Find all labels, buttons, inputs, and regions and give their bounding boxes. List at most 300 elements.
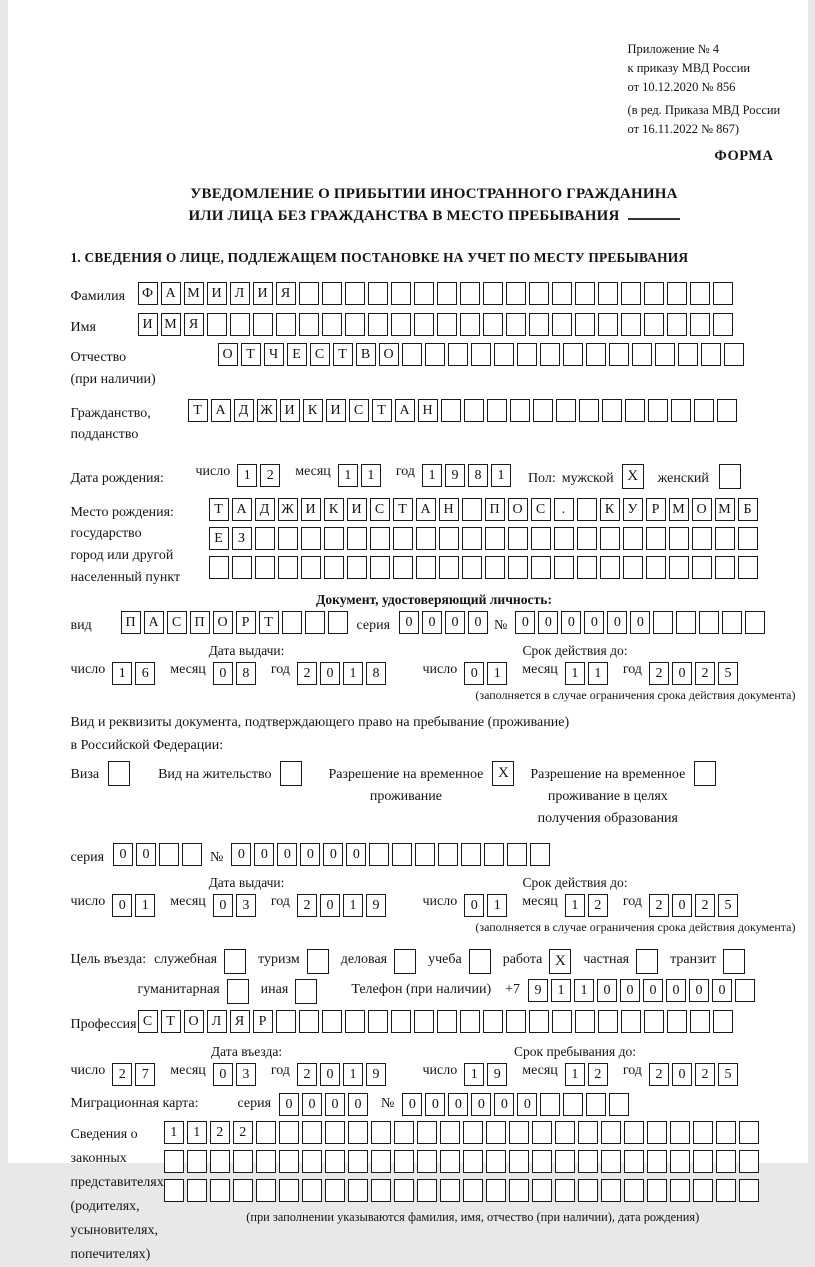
char-cell[interactable]: 0 [630,611,650,634]
char-cell[interactable] [670,1150,690,1173]
char-cell[interactable] [159,843,179,866]
char-cell[interactable] [278,527,298,550]
char-cell[interactable] [690,282,710,305]
char-cell[interactable]: 0 [620,979,640,1002]
char-cell[interactable]: К [324,498,344,521]
char-cell[interactable] [256,1179,276,1202]
char-cell[interactable]: 5 [718,894,738,917]
char-cell[interactable] [302,1121,322,1144]
char-cell[interactable]: 6 [135,662,155,685]
char-cell[interactable]: . [554,498,574,521]
char-cell[interactable] [414,1010,434,1033]
char-cell[interactable]: 0 [672,1063,692,1086]
char-cell[interactable]: 2 [649,662,669,685]
char-cell[interactable]: 1 [565,662,585,685]
char-cell[interactable]: Е [209,527,229,550]
char-cell[interactable] [647,1179,667,1202]
char-cell[interactable]: 2 [297,894,317,917]
char-cell[interactable] [509,1150,529,1173]
char-cell[interactable] [483,282,503,305]
char-cell[interactable] [322,282,342,305]
char-cell[interactable] [555,1150,575,1173]
char-cell[interactable] [485,556,505,579]
char-cell[interactable] [621,313,641,336]
char-cell[interactable] [690,313,710,336]
char-cell[interactable]: 0 [672,894,692,917]
char-cell[interactable]: 1 [565,1063,585,1086]
char-cell[interactable]: У [623,498,643,521]
char-cell[interactable] [232,556,252,579]
char-cell[interactable] [394,1121,414,1144]
char-cell[interactable] [299,1010,319,1033]
char-cell[interactable]: Т [333,343,353,366]
char-cell[interactable]: А [416,498,436,521]
char-cell[interactable] [301,527,321,550]
char-cell[interactable] [462,527,482,550]
char-cell[interactable] [417,1121,437,1144]
char-cell[interactable] [621,282,641,305]
char-cell[interactable] [486,1150,506,1173]
char-cell[interactable] [207,313,227,336]
char-cell[interactable] [322,313,342,336]
char-cell[interactable]: 0 [323,843,343,866]
char-cell[interactable]: 0 [300,843,320,866]
option-checkbox[interactable] [307,949,329,974]
char-cell[interactable] [671,399,691,422]
char-cell[interactable] [324,527,344,550]
char-cell[interactable] [577,498,597,521]
char-cell[interactable] [371,1179,391,1202]
char-cell[interactable] [370,556,390,579]
char-cell[interactable] [601,1121,621,1144]
char-cell[interactable] [463,1179,483,1202]
char-cell[interactable] [624,1150,644,1173]
char-cell[interactable] [391,1010,411,1033]
char-cell[interactable]: 0 [464,662,484,685]
char-cell[interactable] [278,556,298,579]
char-cell[interactable] [279,1150,299,1173]
char-cell[interactable] [164,1179,184,1202]
char-cell[interactable] [716,1179,736,1202]
char-cell[interactable]: 0 [471,1093,491,1116]
char-cell[interactable] [210,1150,230,1173]
char-cell[interactable]: 0 [112,894,132,917]
char-cell[interactable] [692,527,712,550]
char-cell[interactable]: 0 [607,611,627,634]
char-cell[interactable] [508,556,528,579]
char-cell[interactable]: Л [207,1010,227,1033]
char-cell[interactable] [609,343,629,366]
char-cell[interactable]: 0 [494,1093,514,1116]
char-cell[interactable]: 1 [343,1063,363,1086]
char-cell[interactable] [414,313,434,336]
char-cell[interactable]: 0 [399,611,419,634]
char-cell[interactable] [210,1179,230,1202]
char-cell[interactable] [347,527,367,550]
char-cell[interactable] [669,556,689,579]
char-cell[interactable]: 0 [113,843,133,866]
char-cell[interactable] [440,1150,460,1173]
char-cell[interactable] [462,556,482,579]
char-cell[interactable]: 0 [712,979,732,1002]
temp-residence-checkbox[interactable]: X [492,761,514,786]
char-cell[interactable] [533,399,553,422]
char-cell[interactable]: 3 [236,1063,256,1086]
char-cell[interactable]: 2 [649,894,669,917]
char-cell[interactable] [532,1121,552,1144]
char-cell[interactable]: И [280,399,300,422]
char-cell[interactable] [690,1010,710,1033]
char-cell[interactable] [299,282,319,305]
char-cell[interactable] [439,556,459,579]
char-cell[interactable] [438,843,458,866]
char-cell[interactable] [713,1010,733,1033]
char-cell[interactable] [623,556,643,579]
char-cell[interactable]: 5 [718,1063,738,1086]
char-cell[interactable]: 1 [361,464,381,487]
char-cell[interactable]: Д [255,498,275,521]
char-cell[interactable] [325,1150,345,1173]
char-cell[interactable]: 1 [491,464,511,487]
char-cell[interactable] [417,1150,437,1173]
char-cell[interactable] [368,313,388,336]
char-cell[interactable] [644,1010,664,1033]
char-cell[interactable] [694,399,714,422]
char-cell[interactable]: 9 [445,464,465,487]
char-cell[interactable] [391,313,411,336]
char-cell[interactable] [623,527,643,550]
char-cell[interactable] [402,343,422,366]
char-cell[interactable]: Б [738,498,758,521]
char-cell[interactable]: 8 [468,464,488,487]
char-cell[interactable] [324,556,344,579]
char-cell[interactable] [448,343,468,366]
char-cell[interactable]: Т [209,498,229,521]
char-cell[interactable] [437,1010,457,1033]
char-cell[interactable] [416,556,436,579]
sex-male-checkbox[interactable]: X [622,464,644,489]
char-cell[interactable]: 2 [695,662,715,685]
char-cell[interactable] [722,611,742,634]
char-cell[interactable] [621,1010,641,1033]
char-cell[interactable] [517,343,537,366]
char-cell[interactable]: 0 [468,611,488,634]
char-cell[interactable] [578,1150,598,1173]
char-cell[interactable]: 2 [233,1121,253,1144]
char-cell[interactable] [579,399,599,422]
char-cell[interactable] [508,527,528,550]
char-cell[interactable] [209,556,229,579]
char-cell[interactable] [328,611,348,634]
char-cell[interactable] [187,1179,207,1202]
char-cell[interactable] [322,1010,342,1033]
char-cell[interactable] [692,556,712,579]
char-cell[interactable] [552,313,572,336]
char-cell[interactable] [540,1093,560,1116]
char-cell[interactable]: 0 [213,894,233,917]
char-cell[interactable] [256,1121,276,1144]
char-cell[interactable] [394,1150,414,1173]
char-cell[interactable]: 1 [164,1121,184,1144]
char-cell[interactable] [509,1179,529,1202]
char-cell[interactable]: 1 [343,662,363,685]
char-cell[interactable]: 0 [538,611,558,634]
char-cell[interactable]: 0 [666,979,686,1002]
char-cell[interactable] [460,282,480,305]
char-cell[interactable] [693,1121,713,1144]
char-cell[interactable] [647,1150,667,1173]
char-cell[interactable]: 0 [425,1093,445,1116]
char-cell[interactable]: 0 [325,1093,345,1116]
char-cell[interactable] [440,1121,460,1144]
char-cell[interactable] [669,527,689,550]
char-cell[interactable]: Р [646,498,666,521]
char-cell[interactable]: И [207,282,227,305]
char-cell[interactable] [578,1179,598,1202]
char-cell[interactable] [462,498,482,521]
char-cell[interactable] [667,282,687,305]
char-cell[interactable]: 1 [135,894,155,917]
char-cell[interactable] [460,313,480,336]
char-cell[interactable]: С [310,343,330,366]
char-cell[interactable]: 0 [689,979,709,1002]
char-cell[interactable] [187,1150,207,1173]
char-cell[interactable]: 5 [718,662,738,685]
char-cell[interactable] [441,399,461,422]
char-cell[interactable]: 9 [528,979,548,1002]
char-cell[interactable]: 1 [551,979,571,1002]
char-cell[interactable] [253,313,273,336]
char-cell[interactable] [739,1179,759,1202]
char-cell[interactable] [345,1010,365,1033]
char-cell[interactable] [461,843,481,866]
char-cell[interactable] [601,1150,621,1173]
char-cell[interactable] [255,527,275,550]
char-cell[interactable]: 0 [448,1093,468,1116]
char-cell[interactable]: 0 [277,843,297,866]
char-cell[interactable] [577,527,597,550]
char-cell[interactable] [676,611,696,634]
char-cell[interactable] [484,843,504,866]
option-checkbox[interactable] [469,949,491,974]
char-cell[interactable]: 0 [348,1093,368,1116]
char-cell[interactable] [487,399,507,422]
char-cell[interactable]: Т [393,498,413,521]
char-cell[interactable] [464,399,484,422]
char-cell[interactable]: И [301,498,321,521]
char-cell[interactable]: 2 [297,662,317,685]
char-cell[interactable]: И [253,282,273,305]
char-cell[interactable] [302,1150,322,1173]
char-cell[interactable]: С [370,498,390,521]
char-cell[interactable] [532,1150,552,1173]
char-cell[interactable]: Т [259,611,279,634]
char-cell[interactable]: 0 [302,1093,322,1116]
char-cell[interactable] [738,527,758,550]
char-cell[interactable] [439,527,459,550]
char-cell[interactable] [644,282,664,305]
char-cell[interactable] [282,611,302,634]
sex-female-checkbox[interactable] [719,464,741,489]
char-cell[interactable]: 2 [260,464,280,487]
char-cell[interactable]: 2 [588,894,608,917]
char-cell[interactable] [745,611,765,634]
char-cell[interactable]: 0 [231,843,251,866]
char-cell[interactable]: Я [230,1010,250,1033]
char-cell[interactable] [414,282,434,305]
char-cell[interactable]: В [356,343,376,366]
char-cell[interactable]: О [218,343,238,366]
char-cell[interactable]: А [144,611,164,634]
char-cell[interactable]: Д [234,399,254,422]
char-cell[interactable] [369,843,389,866]
char-cell[interactable]: 2 [588,1063,608,1086]
char-cell[interactable]: А [211,399,231,422]
char-cell[interactable] [632,343,652,366]
char-cell[interactable]: А [395,399,415,422]
char-cell[interactable]: 0 [213,1063,233,1086]
char-cell[interactable]: 0 [445,611,465,634]
char-cell[interactable]: А [161,282,181,305]
char-cell[interactable] [529,282,549,305]
char-cell[interactable] [556,399,576,422]
char-cell[interactable] [715,527,735,550]
char-cell[interactable] [670,1121,690,1144]
char-cell[interactable] [486,1121,506,1144]
char-cell[interactable]: 0 [279,1093,299,1116]
char-cell[interactable] [483,1010,503,1033]
residence-checkbox[interactable] [280,761,302,786]
char-cell[interactable]: 1 [574,979,594,1002]
char-cell[interactable] [164,1150,184,1173]
char-cell[interactable] [437,313,457,336]
char-cell[interactable]: К [600,498,620,521]
char-cell[interactable]: 0 [515,611,535,634]
char-cell[interactable] [602,399,622,422]
char-cell[interactable] [532,1179,552,1202]
char-cell[interactable]: 2 [210,1121,230,1144]
char-cell[interactable]: 7 [135,1063,155,1086]
char-cell[interactable] [506,313,526,336]
char-cell[interactable]: К [303,399,323,422]
char-cell[interactable] [368,282,388,305]
char-cell[interactable]: 0 [584,611,604,634]
char-cell[interactable] [647,1121,667,1144]
char-cell[interactable] [509,1121,529,1144]
char-cell[interactable] [739,1150,759,1173]
char-cell[interactable]: 0 [672,662,692,685]
char-cell[interactable]: 2 [649,1063,669,1086]
char-cell[interactable] [693,1150,713,1173]
char-cell[interactable]: 3 [236,894,256,917]
char-cell[interactable]: 0 [254,843,274,866]
char-cell[interactable] [230,313,250,336]
char-cell[interactable]: М [715,498,735,521]
char-cell[interactable] [678,343,698,366]
char-cell[interactable] [301,556,321,579]
char-cell[interactable] [578,1121,598,1144]
char-cell[interactable]: З [232,527,252,550]
char-cell[interactable] [416,527,436,550]
char-cell[interactable] [276,1010,296,1033]
char-cell[interactable] [370,527,390,550]
char-cell[interactable]: П [190,611,210,634]
char-cell[interactable] [391,282,411,305]
char-cell[interactable]: 8 [236,662,256,685]
char-cell[interactable]: 0 [320,894,340,917]
char-cell[interactable]: Я [276,282,296,305]
char-cell[interactable]: 0 [464,894,484,917]
char-cell[interactable] [393,527,413,550]
char-cell[interactable] [460,1010,480,1033]
char-cell[interactable] [701,343,721,366]
char-cell[interactable] [440,1179,460,1202]
char-cell[interactable] [575,282,595,305]
char-cell[interactable] [299,313,319,336]
char-cell[interactable]: 0 [643,979,663,1002]
char-cell[interactable]: 0 [597,979,617,1002]
char-cell[interactable] [646,556,666,579]
char-cell[interactable]: 1 [422,464,442,487]
char-cell[interactable] [279,1179,299,1202]
char-cell[interactable] [437,282,457,305]
char-cell[interactable] [345,313,365,336]
char-cell[interactable]: 1 [343,894,363,917]
char-cell[interactable] [600,527,620,550]
option-checkbox[interactable] [394,949,416,974]
char-cell[interactable] [563,343,583,366]
char-cell[interactable] [485,527,505,550]
char-cell[interactable]: П [485,498,505,521]
char-cell[interactable] [510,399,530,422]
char-cell[interactable] [531,556,551,579]
char-cell[interactable]: Т [188,399,208,422]
char-cell[interactable] [325,1121,345,1144]
option-checkbox[interactable] [224,949,246,974]
char-cell[interactable] [392,843,412,866]
char-cell[interactable]: Р [236,611,256,634]
char-cell[interactable] [739,1121,759,1144]
char-cell[interactable]: Ф [138,282,158,305]
char-cell[interactable] [348,1150,368,1173]
char-cell[interactable]: М [669,498,689,521]
char-cell[interactable] [575,1010,595,1033]
char-cell[interactable] [345,282,365,305]
char-cell[interactable]: 1 [487,894,507,917]
char-cell[interactable] [425,343,445,366]
temp-residence-education-checkbox[interactable] [694,761,716,786]
char-cell[interactable]: П [121,611,141,634]
option-checkbox[interactable]: X [549,949,571,974]
char-cell[interactable] [255,556,275,579]
char-cell[interactable] [552,1010,572,1033]
char-cell[interactable] [667,313,687,336]
char-cell[interactable] [554,556,574,579]
char-cell[interactable] [577,556,597,579]
char-cell[interactable] [653,611,673,634]
char-cell[interactable] [646,527,666,550]
char-cell[interactable] [563,1093,583,1116]
char-cell[interactable]: И [326,399,346,422]
char-cell[interactable]: Ч [264,343,284,366]
char-cell[interactable] [724,343,744,366]
char-cell[interactable]: 0 [402,1093,422,1116]
char-cell[interactable] [644,313,664,336]
char-cell[interactable]: 1 [237,464,257,487]
char-cell[interactable] [601,1179,621,1202]
char-cell[interactable] [670,1179,690,1202]
char-cell[interactable] [325,1179,345,1202]
